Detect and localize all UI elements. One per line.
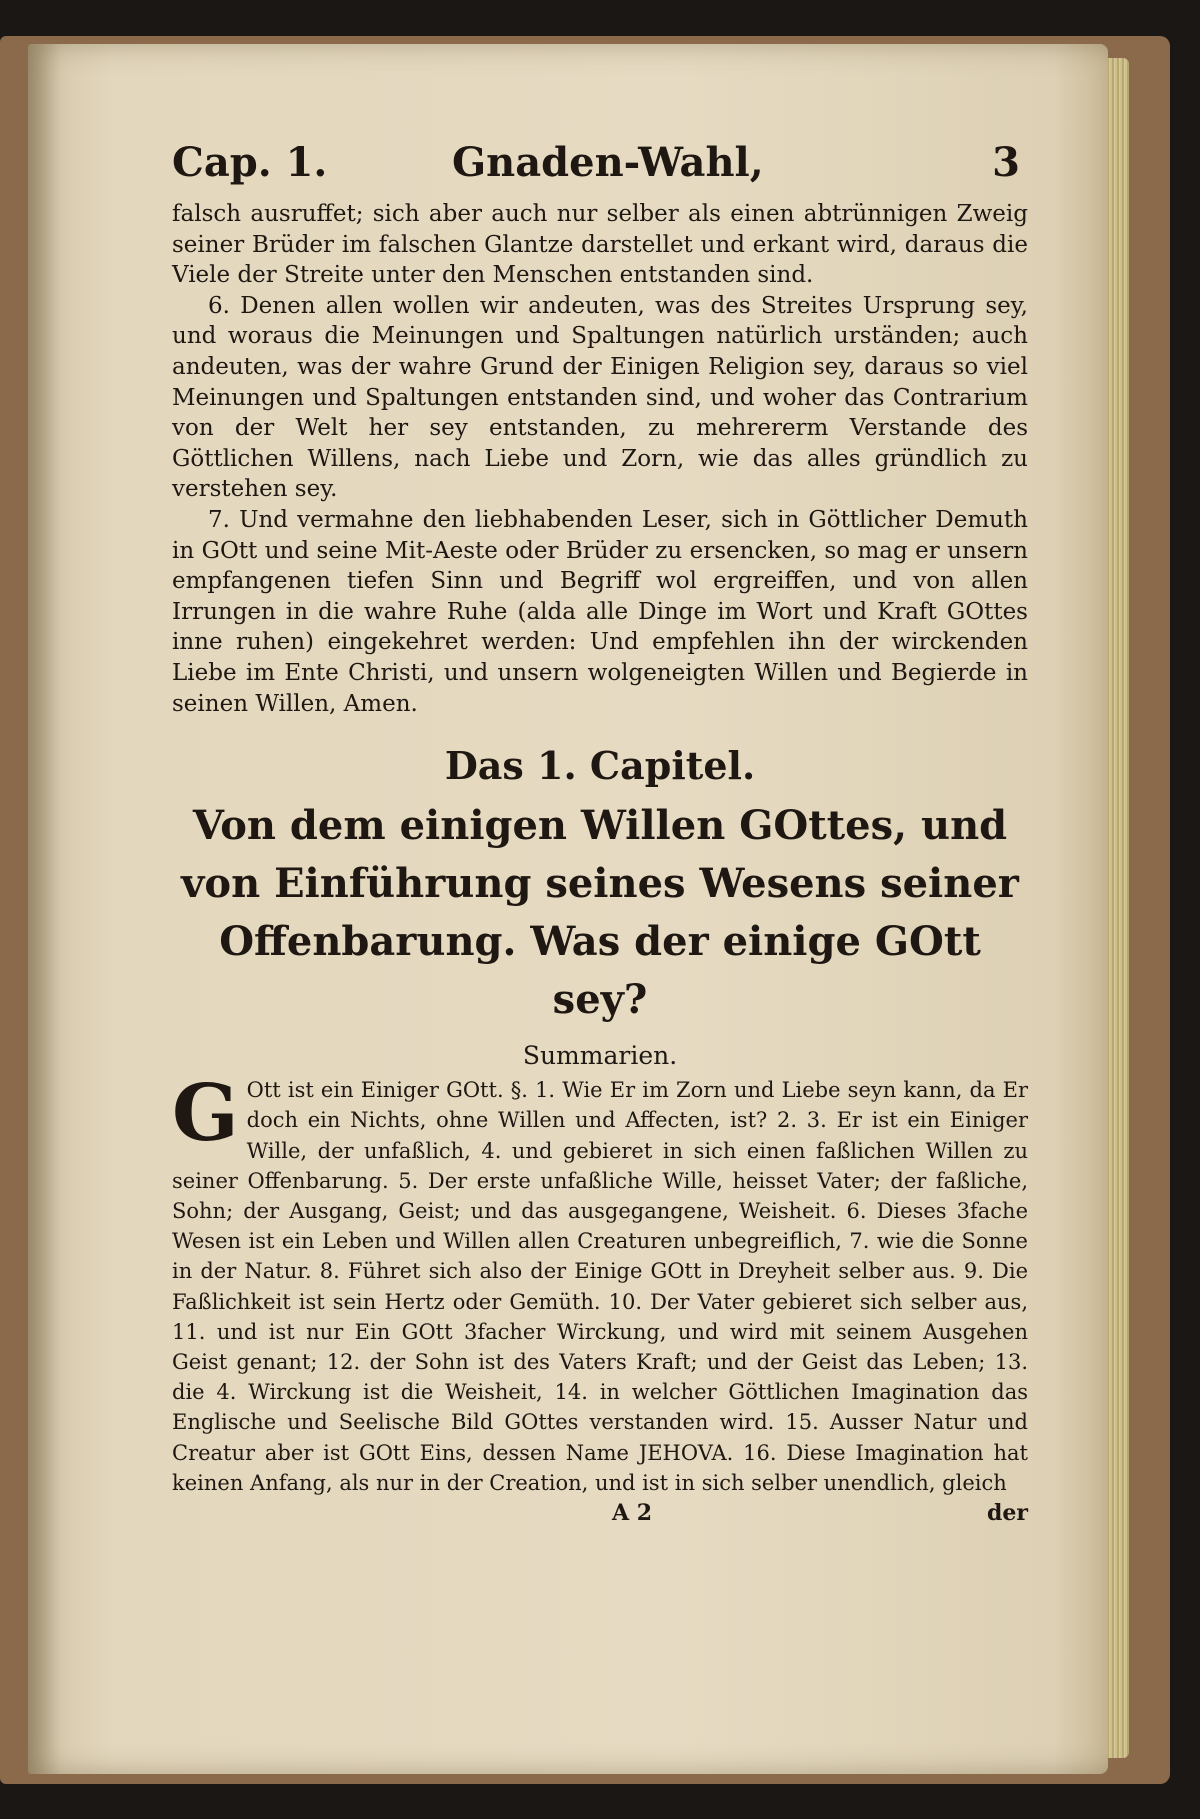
book-page [28,44,1108,1774]
running-header [172,139,1028,199]
paragraph-6: 6. Denen allen wollen wir andeuten, was des Streites Ursprung sey, und woraus die Meinungen und Spaltungen natürlich urständen; auch andeuten, was der wahre Grund der Einigen Religion sey, daraus so viel Meinungen und Spaltungen entstanden sind, und woher das Contrarium von der Welt her sey entstanden, zu mehrererm Verstande des Göttlichen Willens, nach Liebe und Zorn, wie das alles gründlich zu verstehen sey. [172,292,1028,503]
header-title: Gnaden-Wahl, [452,139,764,186]
chapter-title: Von dem einigen Willen GOttes, und von Einführung seines Wesens seiner Offenbarung. Was der einige GOtt sey? [181,802,1019,1024]
page-text-block [172,139,1028,1534]
summary-text: Ott ist ein Einiger GOtt. §. 1. Wie Er im Zorn und Liebe seyn kann, da Er doch ein Nichts, ohne Willen und Affecten, ist? 2. 3. Er ist ein Einiger Wille, der unfaßlich, 4. und gebieret in sich einen faßlichen Willen zu seiner Offenbarung. 5. Der erste unfaßliche Wille, heisset Vater; der faßliche, Sohn; der Ausgang, Geist; und das ausgegangene, Weisheit. 6. Dieses 3fache Wesen ist ein Leben und Willen allen Creaturen unbegreiflich, 7. wie die Sonne in der Natur. 8. Führet sich also der Einige GOtt in Dreyheit selber aus. 9. Die Faßlichkeit ist sein Hertz oder Gemüth. 10. Der Vater gebieret sich selber aus, 11. und ist nur Ein GOtt 3facher Wirckung, und wird mit seinem Ausgehen Geist genant; 12. der Sohn ist des Vaters Kraft; und der Geist das Leben; 13. die 4. Wirckung ist die Weisheit, 14. in welcher Göttlichen Imagination das Englische und Seelische Bild GOttes verstanden wird. 15. Ausser Natur und Creatur aber ist GOtt Eins, dessen Name JEHOVA. 16. Diese Imagination hat keinen Anfang, als nur in der Creation, und ist in sich selber unendlich, gleich [172,1078,1028,1495]
catchword: der [987,1499,1028,1526]
header-chapter: Cap. 1. [172,139,328,186]
signature-mark: A 2 [612,1499,653,1526]
paragraph-continuation: falsch ausruffet; sich aber auch nur selber als einen abtrünnigen Zweig seiner Brüder im falschen Glantze darstellet und erkant wird, daraus die Viele der Streite unter den Menschen entstanden sind. [172,201,1028,289]
drop-cap-initial: G [172,1068,239,1160]
page-number: 3 [992,139,1020,186]
chapter-label: Das 1. Capitel. [444,743,756,789]
summary-label: Summarien. [522,1041,678,1071]
summary-text-block [172,1068,1028,1498]
page-footer [172,1500,1028,1534]
paragraph-7: 7. Und vermahne den liebhabenden Leser, sich in Göttlicher Demuth in GOtt und seine Mit-Aeste oder Brüder zu ersencken, so mag er unsern empfangenen tiefen Sinn und Begriff wol ergreiffen, und von allen Irrungen in die wahre Ruhe (alda alle Dinge im Wort und Kraft GOttes inne ruhen) eingekehret werden: Und empfehlen ihn der wirckenden Liebe im Ente Christi, und unsern wolgeneigten Willen und Begierde in seinen Willen, Amen. [172,506,1028,717]
